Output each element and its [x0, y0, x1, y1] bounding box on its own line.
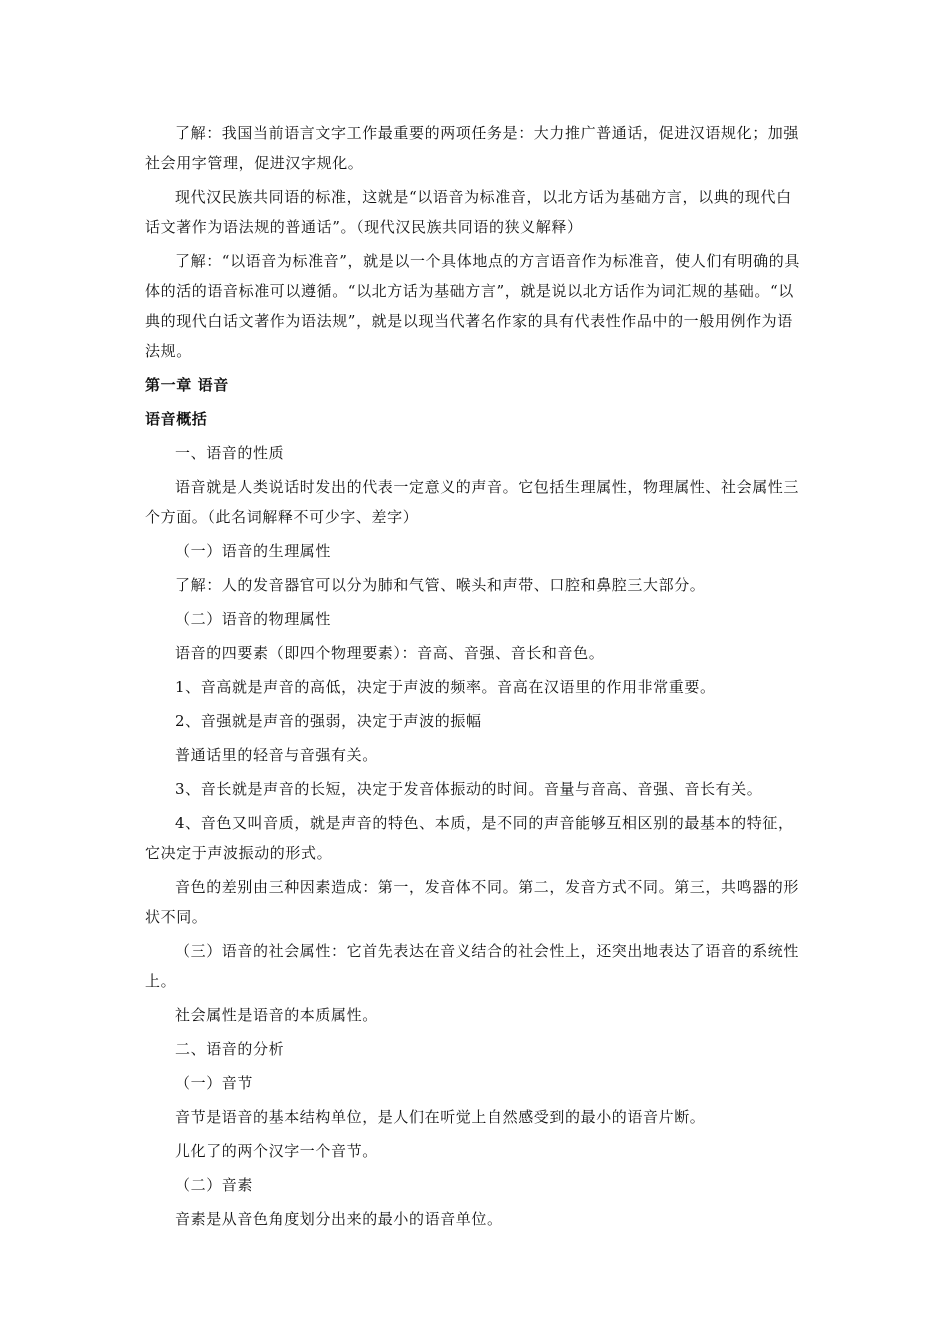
paragraph-language-tasks: 了解：我国当前语言文字工作最重要的两项任务是：大力推广普通话，促进汉语规化；加强社会用字管理，促进汉字规化。: [145, 124, 800, 172]
paragraph: 普通话里的轻音与音强有关。: [175, 746, 378, 764]
subsection-heading: （二）语音的物理属性: [175, 610, 332, 628]
section-heading: 语音概括: [145, 410, 208, 428]
paragraph-standard-explanation: 了解：“以语音为标准音”，就是以一个具体地点的方言语音作为标准音，使人们有明确的具体的活的语音标准可以遵循。“以北方话为基础方言”，就是说以北方话作为词汇规的基础。“以典的现代白话文著作为语法规”，就是以现当代著名作家的具有代表性作品中的一般用例作为语法规。: [145, 252, 800, 360]
list-item: 2、音强就是声音的强弱，决定于声波的振幅: [175, 712, 482, 730]
list-item: 4、音色又叫音质，就是声音的特色、本质，是不同的声音能够互相区别的最基本的特征，它决定于声波振动的形式。: [145, 814, 794, 862]
paragraph: 音素是从音色角度划分出来的最小的语音单位。: [175, 1210, 503, 1228]
subsection-heading: （一）语音的生理属性: [175, 542, 332, 560]
paragraph: 音色的差别由三种因素造成：第一，发音体不同。第二，发音方式不同。第三，共鸣器的形状不同。: [145, 878, 800, 926]
subsection-heading: （二）音素: [175, 1176, 254, 1194]
subsection-heading: 二、语音的分析: [175, 1040, 285, 1058]
chapter-heading: 第一章 语音: [145, 376, 229, 394]
paragraph: 语音就是人类说话时发出的代表一定意义的声音。它包括生理属性，物理属性、社会属性三个方面。（此名词解释不可少字、差字）: [145, 478, 800, 526]
list-item: 1、音高就是声音的高低，决定于声波的频率。音高在汉语里的作用非常重要。: [175, 678, 716, 696]
paragraph: 了解：人的发音器官可以分为肺和气管、喉头和声带、口腔和鼻腔三大部分。: [175, 576, 706, 594]
document-body: [145, 118, 805, 1238]
paragraph: 社会属性是语音的本质属性。: [175, 1006, 378, 1024]
paragraph: 音节是语音的基本结构单位，是人们在听觉上自然感受到的最小的语音片断。: [175, 1108, 706, 1126]
paragraph: 儿化了的两个汉字一个音节。: [175, 1142, 378, 1160]
paragraph-standard-definition: 现代汉民族共同语的标准，这就是“以语音为标准音，以北方话为基础方言，以典的现代白话文著作为语法规的普通话”。（现代汉民族共同语的狭义解释）: [145, 188, 792, 236]
subsection-heading: （一）音节: [175, 1074, 254, 1092]
subsection-heading: 一、语音的性质: [175, 444, 285, 462]
paragraph: 语音的四要素（即四个物理要素）：音高、音强、音长和音色。: [175, 644, 605, 662]
paragraph: （三）语音的社会属性：它首先表达在音义结合的社会性上，还突出地表达了语音的系统性上。: [145, 942, 800, 990]
list-item: 3、音长就是声音的长短，决定于发音体振动的时间。音量与音高、音强、音长有关。: [175, 780, 763, 798]
